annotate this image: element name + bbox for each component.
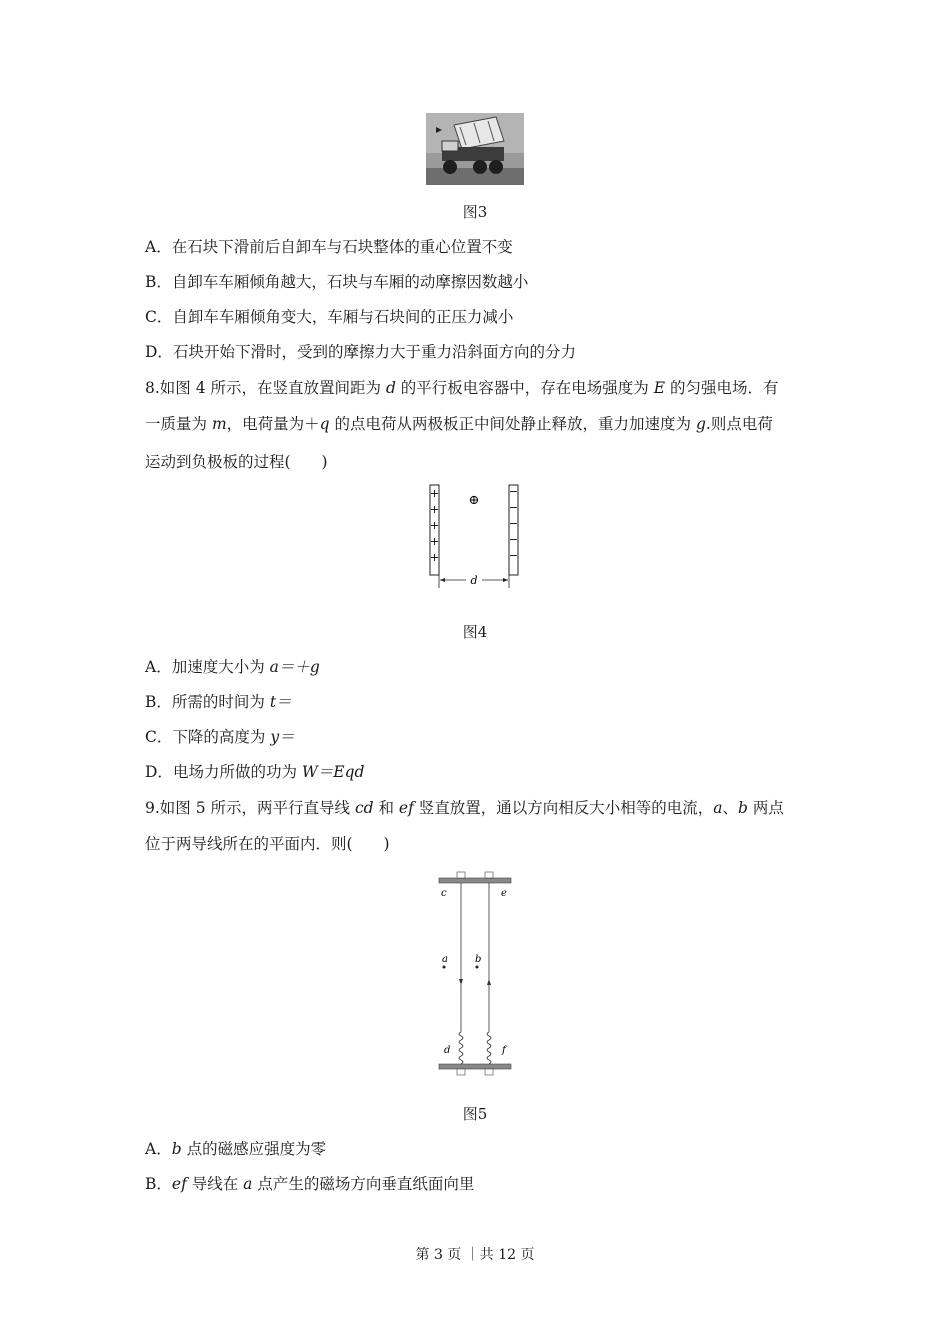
q7-option-a [145, 237, 513, 257]
figure-3-photo [426, 113, 524, 185]
q9-stem-line-1 [145, 798, 784, 818]
distance-label-d: d [470, 574, 478, 587]
point-charge: ⊕ [468, 493, 480, 508]
q7-option-b [145, 272, 528, 292]
option-text: 在石块下滑前后自卸车与石块整体的重心位置不变 [171, 238, 513, 256]
text: 两点 [747, 799, 784, 817]
option-math: a [243, 1175, 253, 1193]
figure-5-caption: 图5 [462, 1105, 488, 1123]
point-a [443, 966, 446, 969]
option-label: A． [145, 658, 172, 676]
option-label: C． [145, 308, 173, 326]
option-text: 石块开始下滑时，受到的摩擦力大于重力沿斜面方向的分力 [172, 343, 576, 361]
label-d: d [444, 1045, 451, 1056]
option-label: B． [145, 693, 172, 711]
plus-sign: + [429, 487, 440, 500]
var-a: a [713, 799, 723, 817]
option-text: 点的磁感应强度为零 [181, 1140, 327, 1158]
label-f: f [502, 1045, 506, 1056]
q9-option-b [145, 1174, 474, 1194]
option-label: D． [145, 343, 173, 361]
option-text: 下降的高度为 [172, 728, 271, 746]
point-b [476, 966, 479, 969]
label-a: a [442, 954, 448, 965]
var-cd: cd [354, 799, 374, 817]
q8-option-a [145, 657, 320, 677]
q8-stem-line-2 [145, 414, 773, 434]
plus-sign: + [429, 551, 440, 564]
q8-option-c [145, 727, 295, 747]
var-m: m [211, 415, 227, 433]
var-d: d [385, 379, 396, 397]
figure-3-caption: 图3 [462, 203, 488, 221]
text: ，电荷量为＋ [226, 415, 320, 433]
option-text: 加速度大小为 [171, 658, 270, 676]
q8-option-d [145, 762, 364, 782]
minus-sign: − [508, 517, 519, 530]
figure-5-wires [435, 868, 515, 1080]
option-text: 电场力所做的功为 [172, 763, 302, 781]
figure-4-caption: 图4 [462, 623, 488, 641]
q7-option-c [145, 307, 513, 327]
option-label: A． [145, 238, 172, 256]
text: 的平行板电容器中，存在电场强度为 [395, 379, 654, 397]
figure-4-capacitor [420, 482, 530, 590]
minus-sign: − [508, 485, 519, 498]
option-label: C． [145, 728, 173, 746]
text: 、 [722, 799, 739, 817]
option-text: 自卸车车厢倾角越大，石块与车厢的动摩擦因数越小 [171, 273, 529, 291]
minus-sign: − [508, 533, 519, 546]
var-e: E [653, 379, 666, 397]
option-math: ef [171, 1175, 187, 1193]
text: 的匀强电场．有 [665, 379, 779, 397]
var-ef: ef [398, 799, 414, 817]
label-c: c [441, 888, 447, 899]
plus-sign: + [429, 535, 440, 548]
label-e: e [501, 888, 507, 899]
plus-sign: + [429, 503, 440, 516]
option-math: a＝＋g [269, 658, 320, 676]
text: 8.如图 4 所示，在竖直放置间距为 [145, 379, 386, 397]
option-math: W＝Eqd [301, 763, 365, 781]
var-g: g [695, 415, 706, 433]
text: 和 [373, 799, 399, 817]
text: .则点电荷 [705, 415, 773, 433]
option-text: 导线在 [186, 1175, 244, 1193]
text: 竖直放置，通以方向相反大小相等的电流， [413, 799, 714, 817]
option-math: b [171, 1140, 182, 1158]
q9-stem-line-2: 位于两导线所在的平面内．则( ) [145, 835, 390, 853]
text: 9.如图 5 所示，两平行直导线 [145, 799, 355, 817]
option-label: A． [145, 1140, 172, 1158]
q7-option-d [145, 342, 576, 362]
option-label: B． [145, 1175, 172, 1193]
label-b: b [475, 954, 482, 965]
q8-stem-line-1 [145, 378, 779, 398]
option-math: t＝ [269, 693, 292, 711]
q9-option-a [145, 1139, 326, 1159]
plus-sign: + [429, 519, 440, 532]
q8-stem-line-3: 运动到负极板的过程( ) [145, 453, 328, 471]
var-b: b [738, 799, 748, 817]
text: 一质量为 [145, 415, 212, 433]
option-math: y＝ [270, 728, 295, 746]
q8-option-b [145, 692, 292, 712]
option-text: 所需的时间为 [171, 693, 270, 711]
text: 的点电荷从两极板正中间处静止释放，重力加速度为 [329, 415, 696, 433]
minus-sign: − [508, 549, 519, 562]
minus-sign: − [508, 501, 519, 514]
option-text: 点产生的磁场方向垂直纸面向里 [252, 1175, 475, 1193]
option-label: B． [145, 273, 172, 291]
var-q: q [319, 415, 330, 433]
option-text: 自卸车车厢倾角变大，车厢与石块间的正压力减小 [172, 308, 514, 326]
page-footer: 第 3 页 ｜共 12 页 [415, 1247, 535, 1263]
option-label: D． [145, 763, 173, 781]
